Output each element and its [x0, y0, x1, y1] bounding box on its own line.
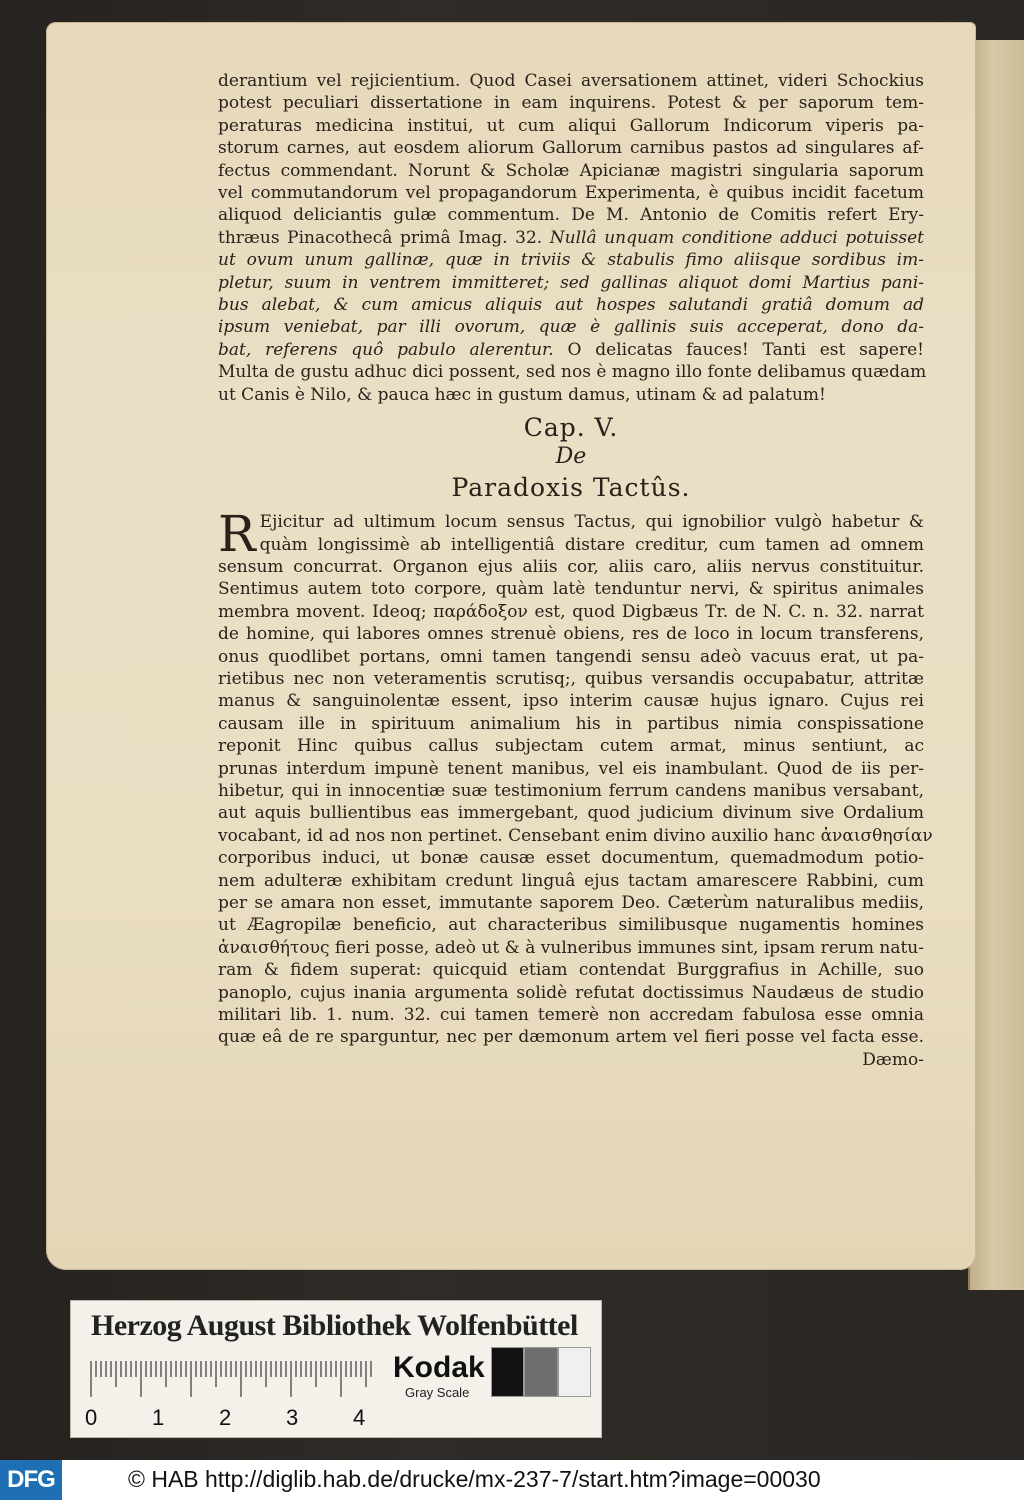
chapter-heading: Cap. V.	[523, 413, 619, 443]
italic-span: bat, referens quô pabulo alerentur.	[218, 339, 554, 360]
body-line: membra movent. Ideoq; παράδοξον est, quod Digbæus Tr. de N. C. n. 32. narrat	[218, 601, 924, 622]
swatch-black	[491, 1347, 524, 1397]
ruler-number: 0	[85, 1405, 98, 1430]
gray-scale-label: Gray Scale	[405, 1385, 470, 1400]
text-line: fectus commendant. Norunt & Scholæ Apicianæ magistri singularia saporum	[218, 160, 924, 181]
body-line: corporibus induci, ut bonæ causæ esset documentum, quemadmodum potio-	[218, 848, 924, 869]
italic-line: bus alebat, & cum amicus aliquis aut hospes salutandi gratiâ domum ad	[218, 295, 924, 316]
library-title: Herzog August Bibliothek Wolfenbüttel	[91, 1309, 578, 1342]
text-line: peraturas medicina institui, ut cum aliqui Gallorum Indicorum viperis pa-	[218, 115, 924, 136]
body-line: sensum concurrat. Organon ejus aliis cor, aliis caro, aliis nervus constituitur.	[218, 556, 924, 577]
body-line: Sentimus autem toto corpore, quàm latè tenduntur nervi, & spiritus animales	[218, 579, 924, 600]
italic-line: ut ovum unum gallinæ, quæ in triviis & stabulis fimo aliisque sordibus im-	[218, 250, 924, 271]
text-line: vel commutandorum vel propagandorum Experimenta, è quibus incidit facetum	[218, 183, 924, 204]
ruler-scale	[89, 1359, 389, 1399]
dfg-logo: DFG	[0, 1460, 62, 1500]
body-line: per se amara non esset, immutante saporem Deo. Cæterùm naturalibus mediis,	[218, 893, 924, 913]
kodak-logo: Kodak	[393, 1351, 485, 1384]
body-line: militari lib. 1. num. 32. cui tamen temerè non accredam fabulosa esse omnia	[218, 1005, 924, 1026]
body-line: ἀναισθήτους fieri posse, adeò ut & à vulneribus immunes sint, ipsam rerum natu-	[218, 937, 924, 958]
text-line: ut Canis è Nilo, & pauca hæc in gustum damus, utinam & ad palatum!	[218, 384, 826, 405]
drop-capital: R	[218, 505, 256, 564]
library-color-strip	[70, 1300, 602, 1438]
body-line: quæ eâ de re sparguntur, nec per dæmonum artem vel fieri posse vel facta esse.	[218, 1027, 924, 1048]
facing-page-edge	[968, 40, 1024, 1290]
body-line: vocabant, id ad nos non pertinet. Censebant enim divino auxilio hanc ἀναισθησίαν	[218, 825, 933, 846]
body-line: ut Æagropilæ beneficio, aut characteribus similibusque nugamentis homines	[218, 915, 924, 936]
body-line: rietibus nec non veteramentis scrutisq;, quibus versandis occupabatur, attritæ	[218, 668, 924, 689]
swatch-gray	[524, 1347, 557, 1397]
text-line: aliquod deliciantis gulæ commentum. De M. Antonio de Comitis refert Ery-	[218, 205, 924, 226]
body-line: manus & sanguinolentæ essent, ipso interim causæ hujus ignaro. Cujus rei	[218, 691, 924, 712]
text-line: Multa de gustu adhuc dici possent, sed nos è magno illo fonte delibamus quædam	[218, 362, 927, 383]
chapter-subtitle: Paradoxis Tactûs.	[451, 473, 691, 503]
body-line: quàm longissimè ab intelligentiâ distare creditur, cum tamen ad omnem	[259, 534, 924, 555]
body-line: onus quodlibet portans, omni tamen tangendi sensu adeò vacuus erat, ut pa-	[218, 646, 924, 667]
text-line: potest peculiari dissertatione in eam inquirens. Potest & per saporum tem-	[218, 93, 924, 114]
ruler-number: 3	[286, 1405, 299, 1430]
ruler-number: 1	[152, 1405, 165, 1430]
body-line: prunas interdum impunè tenent manibus, vel eis inambulant. Quod de iis per-	[218, 758, 924, 779]
roman-span: O delicatas fauces! Tanti est sapere!	[567, 339, 924, 360]
page-text	[218, 70, 933, 1071]
text-line: derantium vel rejicientium. Quod Casei aversationem attinet, videri Schockius	[218, 71, 924, 91]
chapter-de: De	[555, 444, 587, 470]
gray-swatches	[491, 1347, 591, 1397]
text-line: storum carnes, aut eosdem aliorum Gallorum carnibus pastos ad singulares af-	[218, 138, 924, 159]
chapter-body	[218, 505, 933, 1071]
ruler-numbers	[85, 1405, 405, 1429]
credit-link[interactable]: © HAB http://diglib.hab.de/drucke/mx-237-7/start.htm?image=00030	[128, 1466, 821, 1492]
body-line: causam ille in spirituum animalium his in partibus nimia conspissatione	[218, 713, 924, 734]
italic-span: Nullâ unquam conditione adduci potuisset	[549, 227, 925, 248]
body-line: ram & fidem superat: quicquid etiam contendat Burggrafius in Achille, suo	[218, 960, 924, 981]
swatch-white	[558, 1347, 591, 1397]
body-line: aut aquis bullientibus eas immergebant, quod judicium divinum sive Ordalium	[218, 803, 924, 824]
ruler-number: 2	[219, 1405, 232, 1430]
body-line: panoplo, cujus inania argumenta solidè refutat doctissimus Naudæus de studio	[218, 982, 924, 1003]
body-line: nem adulteræ exhibitam credunt linguâ ejus tactam amarescere Rabbini, cum	[218, 870, 924, 891]
italic-line: pletur, suum in ventrem immitteret; sed gallinas aliquot domi Martius pani-	[218, 272, 924, 293]
catchword: Dæmo-	[862, 1049, 924, 1070]
body-line: de homine, qui labores omnes strenuè obiens, res de loco in locum transferens,	[218, 624, 924, 645]
body-line: Ejicitur ad ultimum locum sensus Tactus, qui ignobilior vulgò habetur &	[259, 512, 924, 533]
body-line: hibetur, qui in innocentiæ suæ testimonium ferrum candens manibus versabant,	[218, 780, 924, 801]
roman-span: thræus Pinacothecâ primâ Imag. 32.	[218, 227, 543, 248]
text-line-mixed	[218, 227, 924, 249]
ruler-number: 4	[353, 1405, 366, 1430]
italic-line: ipsum veniebat, par illi ovorum, quæ è gallinis suis acceperat, dono da-	[218, 317, 924, 338]
text-line-mixed	[218, 339, 924, 361]
body-line: reponit Hinc quibus callus subjectam cutem armat, minus sentiunt, ac	[218, 736, 924, 757]
